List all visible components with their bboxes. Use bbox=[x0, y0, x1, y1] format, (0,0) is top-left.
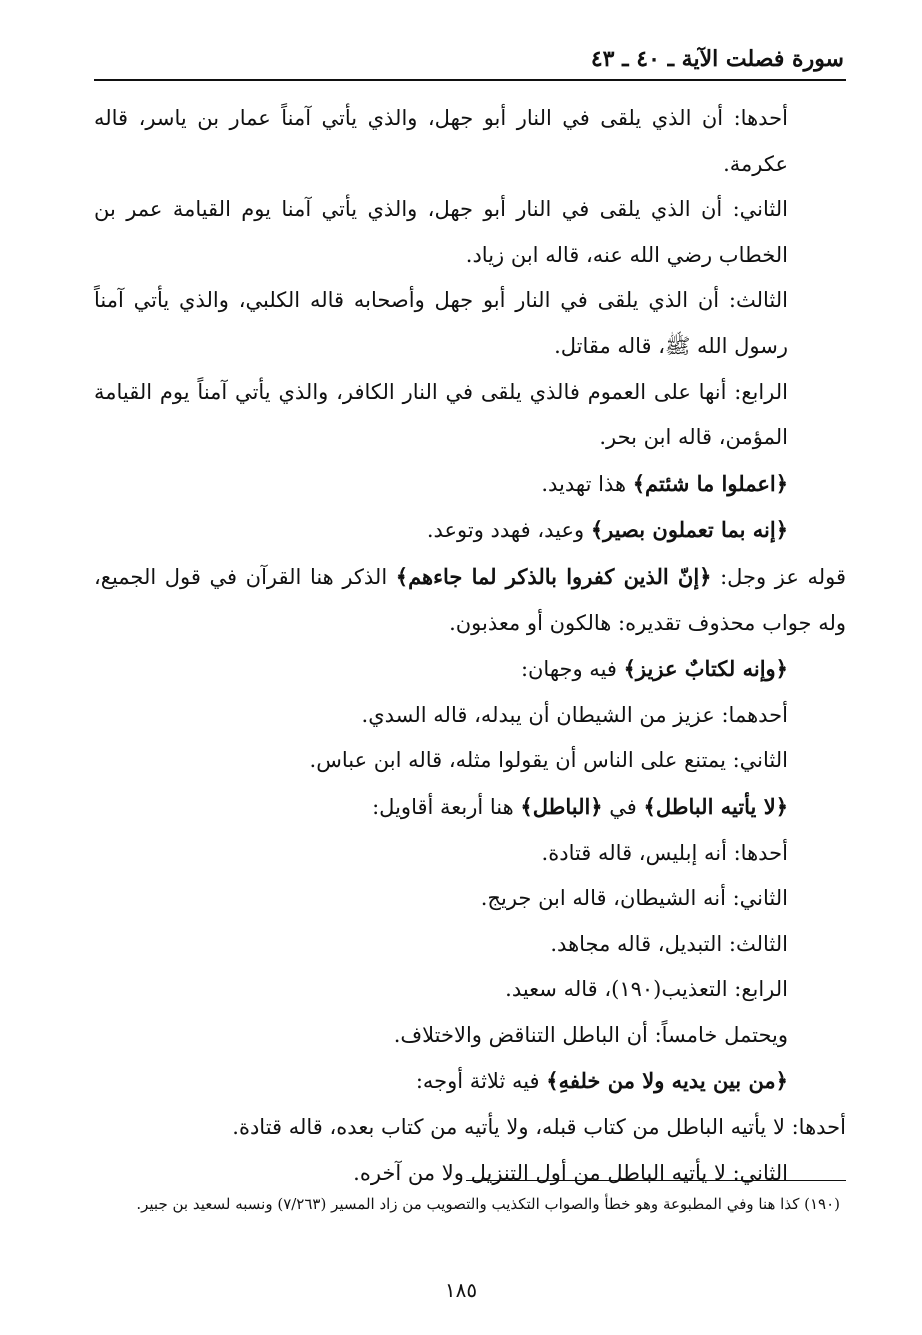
batil-opinion-two: الثاني: أنه الشيطان، قاله ابن جريج. bbox=[480, 886, 788, 911]
commentary-text: هنا أربعة أقاويل: bbox=[372, 794, 521, 819]
verse-quote: ﴿الباطل﴾ bbox=[520, 793, 603, 819]
footnote-rule bbox=[466, 1180, 846, 1181]
paragraph-la-yatihi bbox=[94, 784, 846, 831]
page-number: ١٨٥ bbox=[444, 1278, 478, 1302]
bayna-aspect-two: الثاني: لا يأتيه الباطل من أول التنزيل ولا من آخره. bbox=[353, 1160, 788, 1185]
verse-quote: ﴿إنّ الذين كفروا بالذكر لما جاءهم﴾ bbox=[395, 563, 712, 589]
batil-opinion-three: الثالث: التبديل، قاله مجاهد. bbox=[550, 931, 788, 956]
commentary-text: هذا تهديد. bbox=[541, 471, 633, 496]
commentary-text: فيه ثلاثة أوجه: bbox=[415, 1069, 547, 1094]
bayna-aspect-one: أحدها: لا يأتيه الباطل من كتاب قبله، ولا يأتيه من كتاب بعده، قاله قتادة. bbox=[232, 1115, 846, 1140]
paragraph-amalu bbox=[94, 461, 846, 508]
verse-quote: ﴿إنه بما تعملون بصير﴾ bbox=[590, 517, 788, 543]
paragraph-second-opinion: الثاني: أن الذي يلقى في النار أبو جهل، والذي يأتي آمنا يوم القيامة عمر بن الخطاب رضي الله عنه، قاله ابن زياد. bbox=[94, 197, 788, 267]
footnote-reference: (١٩٠) bbox=[611, 977, 662, 1002]
kitab-aspect-one: أحدهما: عزيز من الشيطان أن يبدله، قاله السدي. bbox=[361, 702, 788, 727]
commentary-text: وعيد، فهدد وتوعد. bbox=[426, 518, 591, 543]
commentary-text: الرابع: التعذيب bbox=[661, 977, 788, 1002]
kitab-aspect-two: الثاني: يمتنع على الناس أن يقولوا مثله، قاله ابن عباس. bbox=[309, 748, 788, 773]
paragraph-kitab-aziz bbox=[94, 646, 846, 693]
footnote-190: (١٩٠) كذا هنا وفي المطبوعة وهو خطأ والصواب التكذيب والتصويب من زاد المسير (٧/٢٦٣) ونسبه لسعيد بن جبير. bbox=[136, 1195, 840, 1213]
commentary-text: الذكر هنا القرآن في قول الجميع، وله جواب محذوف تقديره: هالكون أو معذبون. bbox=[94, 564, 846, 635]
batil-opinion-five: ويحتمل خامساً: أن الباطل التناقض والاختلاف. bbox=[393, 1022, 788, 1047]
running-header-title: سورة فصلت الآية ـ ٤٠ ـ ٤٣ bbox=[590, 46, 844, 72]
verse-quote: ﴿اعملوا ما شئتم﴾ bbox=[632, 470, 788, 496]
paragraph-innahu-basir bbox=[94, 507, 846, 554]
verse-quote: ﴿من بين يديه ولا من خلفهِ﴾ bbox=[546, 1068, 788, 1094]
commentary-text: ، قاله سعيد. bbox=[505, 977, 612, 1002]
commentary-text: في bbox=[602, 794, 644, 819]
batil-opinion-one: أحدها: أنه إبليس، قاله قتادة. bbox=[541, 840, 788, 865]
paragraph-fourth-opinion: الرابع: أنها على العموم فالذي يلقى في النار الكافر، والذي يأتي آمناً يوم القيامة المؤمن، قاله ابن بحر. bbox=[94, 379, 788, 450]
commentary-text: فيه وجهان: bbox=[520, 657, 624, 682]
paragraph-third-opinion: الثالث: أن الذي يلقى في النار أبو جهل وأصحابه قاله الكلبي، والذي يأتي آمناً رسول الله ﷺ، قاله مقاتل. bbox=[94, 288, 788, 358]
verse-quote: ﴿وإنه لكتابٌ عزيز﴾ bbox=[623, 656, 788, 682]
paragraph-qawluhu bbox=[94, 554, 846, 646]
verse-quote: ﴿لا يأتيه الباطل﴾ bbox=[643, 793, 788, 819]
paragraph-bayna-yadayhi bbox=[94, 1058, 846, 1105]
paragraph-first-opinion: أحدها: أن الذي يلقى في النار أبو جهل، والذي يأتي آمناً عمار بن ياسر، قاله عكرمة. bbox=[94, 106, 788, 176]
main-text bbox=[94, 96, 846, 1196]
header-rule bbox=[94, 79, 846, 81]
commentary-text: قوله عز وجل: bbox=[711, 564, 846, 589]
batil-opinion-four bbox=[94, 967, 846, 1013]
